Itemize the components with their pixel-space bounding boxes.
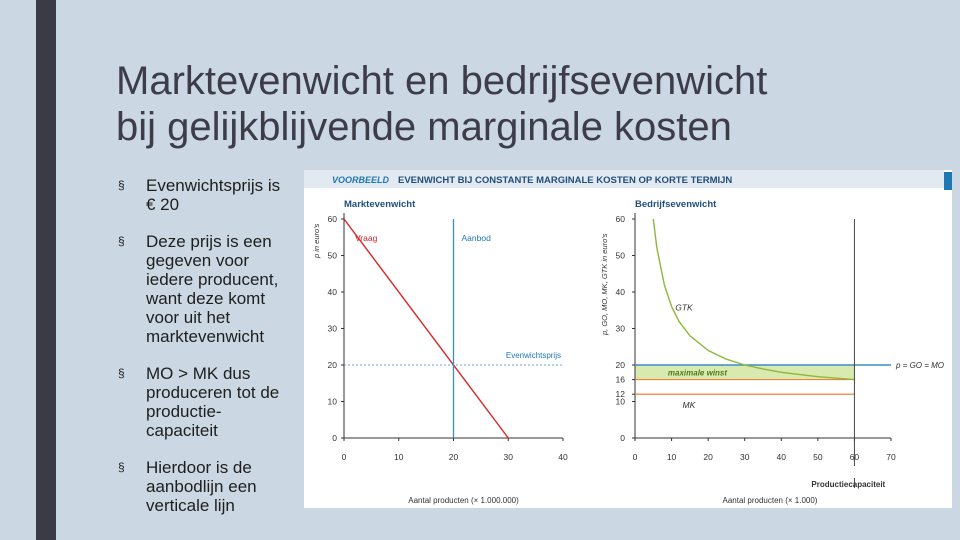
slide-accent-bar (36, 0, 56, 540)
firm-mk-label: MK (682, 400, 696, 411)
market-x-tick-label: 40 (558, 452, 568, 462)
bullet-text: Hierdoor is de aanbodlijn een verticale lijn (146, 458, 257, 515)
firm-y-tick-label: 0 (620, 433, 625, 443)
firm-x-tick-label: 30 (739, 452, 750, 462)
firm-x-tick-label: 50 (813, 452, 823, 462)
firm-y-tick-label: 20 (615, 360, 625, 370)
market-y-tick-label: 20 (327, 360, 337, 370)
market-y-tick-label: 60 (327, 214, 337, 224)
market-supply-label: Aanbod (461, 232, 491, 243)
firm-max-profit-label: maximale winst (667, 368, 728, 378)
firm-capacity-label: Productiecapaciteit (811, 480, 886, 489)
bullet-list (118, 176, 304, 533)
firm-y-tick-label: 40 (615, 287, 625, 297)
market-x-tick-label: 10 (394, 452, 404, 462)
bullet-item (118, 458, 304, 515)
firm-x-tick-label: 20 (703, 452, 713, 462)
firm-y-tick-label: 50 (615, 250, 625, 261)
firm-x-tick-label: 40 (776, 452, 787, 462)
firm-y-tick-label: 60 (615, 214, 625, 224)
bullet-text: MO > MK dus produceren tot de productie- capaciteit (146, 364, 280, 440)
firm-x-tick-label: 70 (886, 452, 896, 462)
figure-header-tab (944, 172, 952, 190)
market-equilibrium-label: Evenwichtsprijs (505, 351, 561, 360)
market-chart (312, 199, 568, 505)
equilibrium-figure-svg (304, 170, 952, 508)
market-y-tick-label: 30 (327, 323, 337, 334)
firm-gtk-label: GTK (675, 302, 693, 313)
market-y-tick-label: 40 (327, 287, 337, 297)
firm-y-tick-label: 30 (615, 323, 625, 334)
market-y-axis-label: p in euro's (312, 223, 321, 258)
market-y-tick-label: 0 (332, 433, 337, 443)
market-x-tick-label: 0 (341, 452, 347, 462)
firm-y-tick-label: 16 (615, 374, 625, 385)
market-chart-title: Marktevenwicht (344, 199, 416, 210)
bullet-text: Evenwichtsprijs is € 20 (146, 176, 281, 214)
market-y-tick-label: 50 (327, 250, 337, 261)
bullet-marker-icon: § (118, 366, 125, 380)
figure-header-tag: VOORBEELD (332, 175, 390, 185)
market-y-tick-label: 10 (327, 396, 337, 407)
market-x-tick-label: 20 (448, 452, 459, 462)
figure-header-title: EVENWICHT BIJ CONSTANTE MARGINALE KOSTEN OP KORTE TERMIJN (398, 175, 733, 186)
firm-x-tick-label: 10 (666, 452, 677, 462)
market-demand-line (344, 219, 508, 438)
bullet-marker-icon: § (118, 178, 125, 192)
market-x-tick-label: 30 (503, 452, 513, 462)
firm-y-tick-label: 10 (615, 396, 625, 407)
slide-title (116, 58, 916, 150)
firm-x-axis-label: Aantal producten (× 1.000) (722, 496, 818, 505)
bullet-marker-icon: § (118, 234, 125, 248)
firm-y-axis-label: p, GO, MO, MK, GTK in euro's (600, 233, 609, 335)
bullet-item (118, 364, 304, 440)
equilibrium-figure (304, 170, 952, 508)
market-demand-label: Vraag (354, 232, 378, 243)
firm-x-tick-label: 0 (632, 452, 638, 462)
bullet-text: Deze prijs is een gegeven voor iedere producent, want deze komt voor uit het marktevenwicht (146, 232, 279, 346)
bullet-item (118, 176, 304, 214)
firm-chart-title: Bedrijfsevenwicht (635, 199, 717, 210)
bullet-item (118, 232, 304, 346)
slide-title-line-2: bij gelijkblijvende marginale kosten (116, 105, 732, 149)
firm-price-label: p = GO = MO (896, 361, 945, 370)
firm-gtk-curve (653, 219, 854, 380)
firm-chart (600, 199, 944, 505)
firm-x-tick-label: 60 (849, 452, 860, 462)
slide-title-line-1: Marktevenwicht en bedrijfsevenwicht (116, 59, 768, 103)
firm-y-tick-label: 12 (615, 389, 625, 400)
bullet-marker-icon: § (118, 460, 125, 474)
market-x-axis-label: Aantal producten (× 1.000.000) (408, 496, 519, 505)
